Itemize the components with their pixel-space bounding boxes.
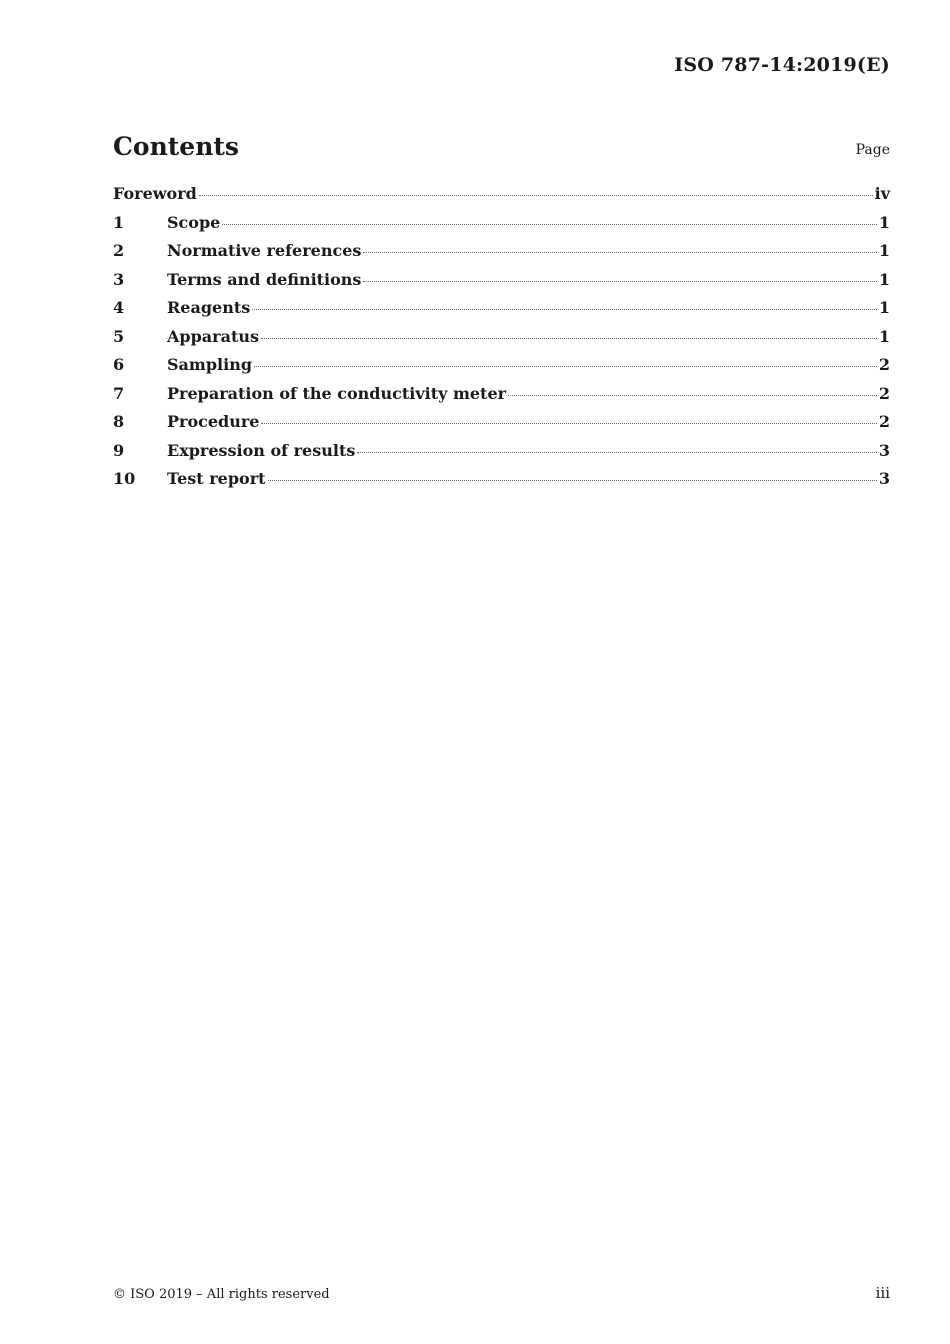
- toc-entry-title: Test report: [167, 469, 266, 488]
- toc-entry-title: Scope: [167, 212, 221, 232]
- toc-entry-number: 10: [113, 469, 136, 488]
- toc-entry-page: 1: [878, 241, 890, 260]
- toc-entry-page: 2: [878, 355, 890, 374]
- toc-leader: [357, 452, 877, 453]
- toc-entry-title: Procedure: [167, 412, 260, 431]
- toc-entry-number: 9: [113, 440, 125, 460]
- toc-leader: [363, 281, 876, 282]
- toc-entry-preparation-of-conductivity-meter[interactable]: [113, 384, 890, 413]
- toc-entry-title: Sampling: [167, 355, 253, 374]
- toc-entry-page: iv: [874, 184, 890, 203]
- toc-entry-test-report[interactable]: [113, 469, 890, 498]
- toc-entry-number: 8: [113, 412, 125, 431]
- toc-entry-title: Reagents: [167, 298, 251, 317]
- footer-page-number: iii: [875, 1284, 890, 1302]
- toc-entry-number: 4: [113, 298, 125, 317]
- toc-entry-number: 5: [113, 326, 125, 346]
- toc-entry-number: 6: [113, 355, 125, 374]
- toc-entry-page: 1: [878, 326, 890, 346]
- toc-entry-page: 2: [878, 412, 890, 431]
- toc-entry-title: Expression of results: [167, 440, 356, 460]
- toc-entry-title: Apparatus: [167, 326, 259, 346]
- toc-entry-sampling[interactable]: [113, 355, 890, 384]
- toc-entry-terms-and-definitions[interactable]: [113, 270, 890, 299]
- toc-entry-number: 2: [113, 241, 125, 260]
- toc-entry-page: 1: [878, 212, 890, 232]
- toc-entry-expression-of-results[interactable]: [113, 441, 890, 470]
- contents-header: [113, 132, 890, 166]
- toc-entry-page: 1: [878, 269, 890, 289]
- toc-entry-normative-references[interactable]: [113, 241, 890, 270]
- toc-entry-number: 3: [113, 269, 125, 289]
- toc-leader: [363, 252, 876, 253]
- toc-leader: [508, 395, 877, 396]
- toc-entry-page: 2: [878, 383, 890, 403]
- toc-leader: [252, 309, 877, 310]
- toc-leader: [222, 224, 877, 225]
- toc-entry-title: Terms and definitions: [167, 269, 362, 289]
- toc-entry-title: Normative references: [167, 241, 362, 260]
- toc-entry-page: 3: [878, 469, 890, 488]
- toc-leader: [254, 366, 877, 367]
- toc-entry-foreword[interactable]: [113, 184, 890, 213]
- table-of-contents: [113, 184, 890, 498]
- toc-leader: [199, 195, 873, 196]
- toc-leader: [268, 480, 877, 481]
- toc-entry-procedure[interactable]: [113, 412, 890, 441]
- document-id: ISO 787-14:2019(E): [674, 54, 890, 76]
- toc-entry-scope[interactable]: [113, 213, 890, 242]
- toc-entry-page: 3: [878, 440, 890, 460]
- toc-entry-reagents[interactable]: [113, 298, 890, 327]
- page-column-label: Page: [855, 142, 890, 158]
- toc-entry-number: 7: [113, 383, 125, 403]
- toc-leader: [261, 423, 876, 424]
- toc-entry-title: Foreword: [113, 184, 197, 203]
- toc-leader: [261, 338, 877, 339]
- toc-entry-title: Preparation of the conductivity meter: [167, 383, 507, 403]
- footer-copyright: © ISO 2019 – All rights reserved: [113, 1287, 330, 1302]
- toc-entry-number: 1: [113, 212, 125, 232]
- toc-entry-page: 1: [878, 298, 890, 317]
- contents-title: Contents: [113, 132, 240, 161]
- toc-entry-apparatus[interactable]: [113, 327, 890, 356]
